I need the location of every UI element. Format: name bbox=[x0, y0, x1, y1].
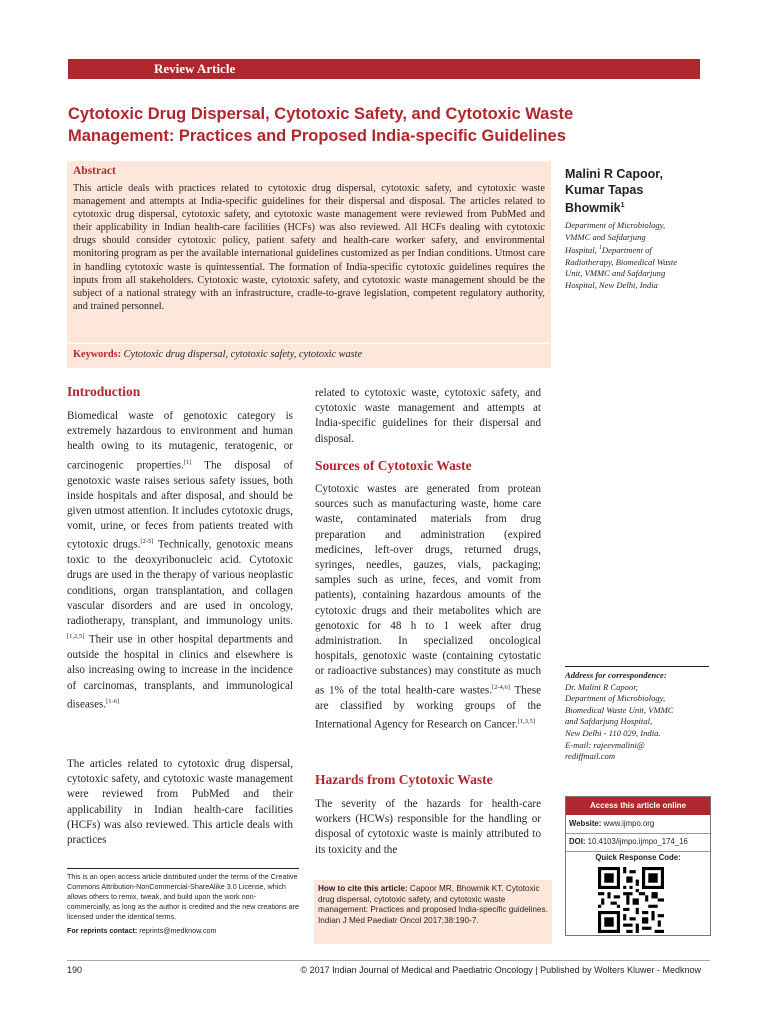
article-type-banner bbox=[68, 59, 700, 79]
hazards-heading: Hazards from Cytotoxic Waste bbox=[315, 772, 493, 787]
authors bbox=[565, 166, 715, 216]
abstract-box bbox=[67, 161, 551, 368]
article-type-label: Review Article bbox=[154, 61, 236, 76]
address-heading: Address for correspondence: bbox=[565, 670, 667, 680]
affiliations bbox=[565, 220, 705, 291]
intro-text: Their use in other hospital departments and outside the hospital in clinics and elsewhere is also increasing owing to increase in the incidence of carcinomas, transplants, and immunological diseases. bbox=[67, 633, 293, 711]
reprints-label: For reprints contact: bbox=[67, 926, 138, 935]
article-title bbox=[68, 103, 708, 147]
intro-text: Biomedical waste of genotoxic category is extremely hazardous to environment and human health owing to its mutagenic, teratogenic, or carcinogenic properties. bbox=[67, 410, 293, 472]
intro-text: Technically, genotoxic means toxic to the deoxyribonucleic acid. Cytotoxic drugs are used in the therapy of various neoplastic conditions, organ transplantation, and collagen vascular disorders and are used in oncology, radiotherapy, transplant, and immunology units. bbox=[67, 539, 293, 628]
sources-heading: Sources of Cytotoxic Waste bbox=[315, 458, 472, 473]
address-line: Dr. Malini R Capoor, bbox=[565, 681, 638, 692]
intro-text: The disposal of genotoxic waste raises serious safety issues, both inside hospitals and after disposal, and should be given utmost attention. It includes cytotoxic drugs, vomit, urine, or feces from patients treated with cytotoxic drugs. bbox=[67, 459, 293, 551]
address-line: and Safdarjung Hospital, bbox=[565, 716, 653, 727]
website-row bbox=[569, 819, 709, 828]
citation-ref: [1] bbox=[183, 458, 192, 466]
open-access-note bbox=[67, 872, 299, 936]
keywords bbox=[73, 349, 362, 360]
abstract-heading: Abstract bbox=[73, 165, 116, 177]
cite-label: How to cite this article: bbox=[318, 884, 408, 893]
doi-label: DOI: bbox=[569, 837, 586, 846]
correspondence-address bbox=[565, 670, 715, 763]
affil-line: Department of bbox=[601, 245, 652, 256]
author-line-2: Kumar Tapas bbox=[565, 183, 644, 197]
hazards-paragraph: The severity of the hazards for health-care workers (HCWs) responsible for the handling or disposal of cytotoxic waste is mainly attributed to its toxicity and the bbox=[315, 798, 541, 856]
doi-row bbox=[569, 837, 709, 846]
page-number: 190 bbox=[67, 965, 83, 975]
keywords-divider bbox=[67, 343, 551, 344]
sources-paragraph bbox=[315, 482, 541, 733]
open-access-text: This is an open access article distributed under the terms of the Creative Commons Attribution-NonCommercial-ShareAlike 3.0 License, which allows others to remix, tweak, and build upon the work non-commercially, as long as the author is credited and the new creations are licensed under the identical terms. bbox=[67, 872, 299, 921]
address-divider bbox=[565, 666, 709, 667]
affil-line: Hospital, bbox=[565, 245, 597, 256]
website-link[interactable]: www.ijmpo.org bbox=[603, 819, 655, 828]
address-line: rediffmail.com bbox=[565, 751, 616, 762]
access-divider bbox=[566, 851, 710, 852]
affil-line: Unit, VMMC and Safdarjung bbox=[565, 268, 666, 279]
access-divider bbox=[566, 833, 710, 834]
access-online-box bbox=[565, 796, 711, 936]
qr-code-icon[interactable] bbox=[598, 867, 664, 933]
title-line-1: Cytotoxic Drug Dispersal, Cytotoxic Safety, and Cytotoxic Waste bbox=[68, 105, 574, 123]
affil-line: Hospital, New Delhi, India bbox=[565, 279, 658, 290]
affil-sup: 1 bbox=[598, 245, 602, 252]
citation-ref: [1,3,5] bbox=[517, 717, 536, 725]
introduction-paragraph-1 bbox=[67, 409, 293, 713]
author-line-3: Bhowmik bbox=[565, 201, 621, 216]
doi-link[interactable]: 10.4103/ijmpo.ijmpo_174_16 bbox=[587, 837, 688, 846]
abstract-text: This article deals with practices related to cytotoxic drug dispersal, cytotoxic safety, and cytotoxic waste management and attempts at India-specific guidelines for their dispersal and disposal. The articles related to cytotoxic drug dispersal, cytotoxic safety, and cytotoxic waste management were reviewed from PubMed and their applicability in Indian health-care facilities (HCFs) was also reviewed. All HCFs dealing with cytotoxic drugs should consider cytotoxic policy, patient safety and health-care worker safety, and environmental monitoring program as per the available international guidelines customized as per Indian conditions. Utmost care in handling cytotoxic waste is quintessential. The formation of India-specific cytotoxic guidelines requires the inputs from all stakeholders. Cytotoxic waste, cytotoxic safety, and cytotoxic waste management should be the subject of a national strategy with an infrastructure, cradle-to-grave legislation, competent regulatory authority, and trained personnel. bbox=[73, 183, 545, 312]
title-line-2: Management: Practices and Proposed India-specific Guidelines bbox=[68, 127, 566, 145]
author-line-1: Malini R Capoor, bbox=[565, 167, 663, 181]
citation-ref: [2-5] bbox=[140, 538, 154, 546]
column2-continuation: related to cytotoxic waste, cytotoxic safety, and cytotoxic waste management and attempts at India-specific guidelines for their dispersal and disposal. bbox=[315, 387, 541, 445]
cite-text bbox=[318, 884, 550, 926]
sources-text: These are classified by working groups of the International Agency for Research on Cancer. bbox=[315, 684, 541, 731]
address-line: E-mail: rajeevmalini@ bbox=[565, 739, 645, 750]
footer-divider bbox=[67, 960, 710, 961]
citation-ref: [1,2,5] bbox=[67, 633, 85, 641]
cite-body: Capoor MR, Bhowmik KT. Cytotoxic drug dispersal, cytotoxic safety, and cytotoxic waste management: Practices and proposed India-specific guidelines. Indian J Med Paediatr Oncol 2017;38:190-7. bbox=[318, 884, 548, 925]
qr-label-text: Quick Response Code: bbox=[595, 853, 681, 862]
affil-line: Department of Microbiology, bbox=[565, 220, 666, 230]
affil-line: VMMC and Safdarjung bbox=[565, 231, 646, 242]
affil-line: Radiotherapy, Biomedical Waste bbox=[565, 256, 678, 267]
address-line: Department of Microbiology, bbox=[565, 693, 666, 704]
citation-ref: [1-6] bbox=[106, 697, 120, 705]
introduction-heading: Introduction bbox=[67, 384, 141, 399]
author-sup: 1 bbox=[620, 202, 625, 209]
footnote-divider bbox=[67, 868, 299, 869]
footer-copyright: © 2017 Indian Journal of Medical and Paediatric Oncology | Published by Wolters Kluwer - Medknow bbox=[300, 965, 701, 975]
website-label: Website: bbox=[569, 819, 602, 828]
access-title: Access this article online bbox=[566, 797, 710, 815]
keywords-text: Cytotoxic drug dispersal, cytotoxic safety, cytotoxic waste bbox=[123, 349, 363, 360]
address-line: Biomedical Waste Unit, VMMC bbox=[565, 704, 674, 715]
sources-text: Cytotoxic wastes are generated from protean sources such as manufacturing waste, home care waste, contaminated materials from drug preparation and administration (expired medicines, left-over drugs, returned drugs, syringes, needles, gauzes, vials, packaging; samples such as urine, feces, and vomit from patients), containing hazardous amounts of the cytotoxic drugs and their metabolites which are genotoxic for 48 h to 1 week after drug administration. In specialized oncological hospitals, genotoxic waste (containing cytostatic or radioactive substances) may constitute as much as 1% of the total health-care wastes. bbox=[315, 483, 541, 697]
qr-label bbox=[569, 853, 707, 862]
citation-ref: [2-4,6] bbox=[492, 683, 510, 691]
introduction-paragraph-2: The articles related to cytotoxic drug dispersal, cytotoxic safety, and cytotoxic waste management were reviewed from PubMed and their applicability in Indian health-care facilities (HCFs) was also reviewed. This article deals with practices bbox=[67, 758, 293, 847]
how-to-cite-box bbox=[314, 880, 552, 944]
reprints-email[interactable]: reprints@medknow.com bbox=[139, 926, 217, 935]
keywords-label: Keywords: bbox=[73, 349, 122, 360]
address-line: New Delhi - 110 029, India. bbox=[565, 727, 661, 738]
